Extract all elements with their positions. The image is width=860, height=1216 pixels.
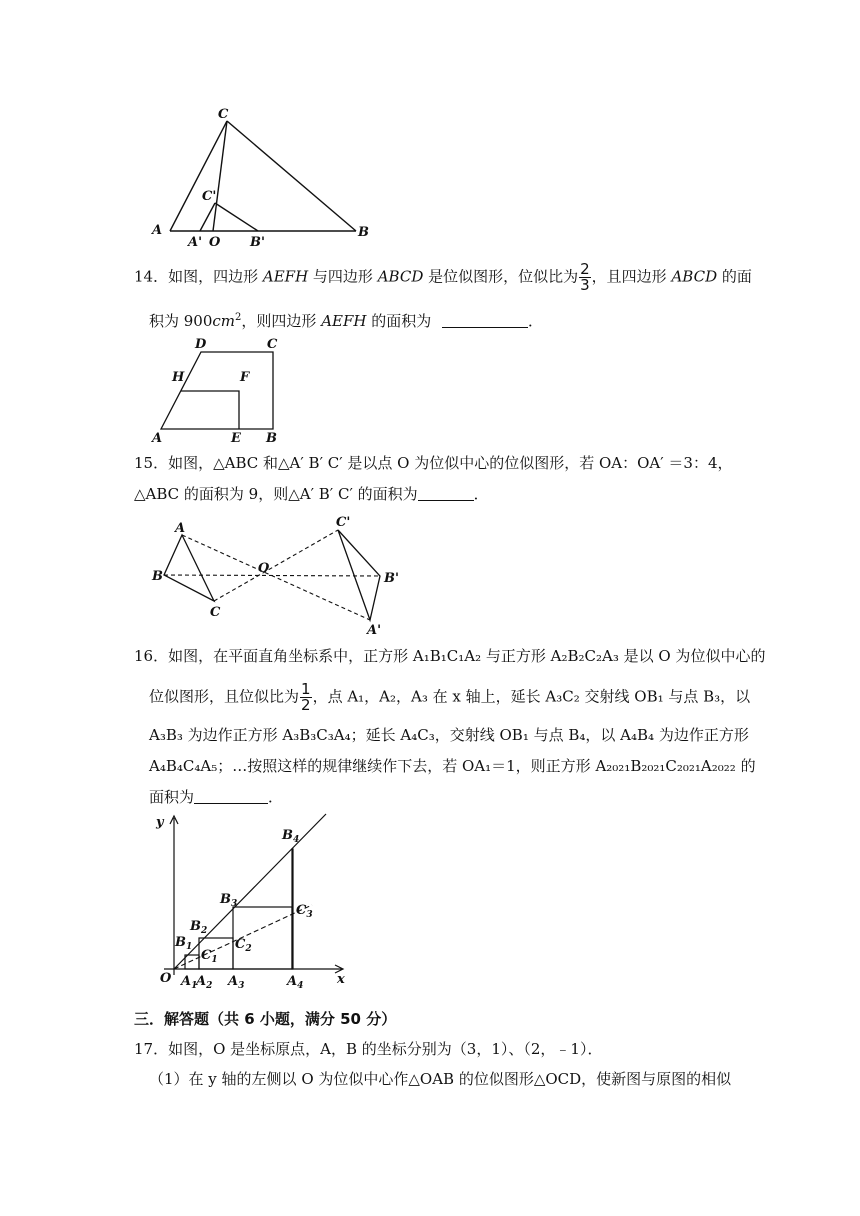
segment-apcp [200,203,215,231]
label-b: B [266,431,277,446]
label-a2: $A_2$ [196,974,213,991]
label-c3: $C_3$ [296,903,313,920]
label-a3: $A_3$ [228,974,245,991]
label-b2: $B_2$ [190,919,208,936]
label-cprime: C' [336,515,351,530]
label-b1: $B_1$ [175,935,193,952]
q16-line5: 面积为 ． [149,788,284,806]
label-x: x [337,972,345,987]
square-4-edge [292,849,293,969]
q14-line1: 14．如图，四边形 AEFH 与四边形 ABCD 是位似图形，位似比为 $\frac{2}{3}$ ，且四边形 ABCD 的面 [134,260,752,294]
q16-line2: 位似图形，且位似比为 $\frac{1}{2}$ ，点 A₁，A₂，A₃ 在 x 轴上，延长 A₃C₂ 交射线 OB₁ 与点 B₃，以 [149,680,751,714]
segment-ac [170,121,227,231]
figure-quadrilaterals [145,336,285,446]
label-b: B [152,569,163,584]
q16-line4: A₄B₄C₄A₅；…按照这样的规律继续作下去，若 OA₁＝1，则正方形 A₂₀₂₁B₂₀₂₁C₂₀₂₁A₂₀₂₂ 的 [149,757,756,775]
label-c: C [267,337,278,352]
label-e: E [231,431,241,446]
q16-ratio-fraction: $\frac{1}{2}$ [301,680,311,714]
segment-cb [227,121,356,231]
label-b4: $B_4$ [282,828,300,845]
label-b: B [358,225,369,240]
triangle-abc [164,535,214,601]
label-a: A [152,223,163,238]
label-y: y [156,815,164,830]
q15-line2: △ABC 的面积为 9，则△A′ B′ C′ 的面积为 ． [134,485,489,503]
label-bprime: B' [250,235,265,250]
label-a: A [152,431,163,446]
figure-homothetic-triangles [148,510,408,638]
q16-answer-blank[interactable] [194,789,268,804]
label-bprime: B' [384,571,399,586]
q16-line3: A₃B₃ 为边作正方形 A₃B₃C₃A₄；延长 A₄C₃，交射线 OB₁ 与点 B₄，以 A₄B₄ 为边作正方形 [149,726,749,744]
label-h: H [172,370,185,385]
q16-line1: 16．如图，在平面直角坐标系中，正方形 A₁B₁C₁A₂ 与正方形 A₂B₂C₂A₃ 是以 O 为位似中心的 [134,647,766,665]
label-aprime: A' [188,235,203,250]
label-c2: $C_2$ [235,937,252,954]
label-b3: $B_3$ [220,892,238,909]
square-1 [185,955,199,969]
label-o: O [160,971,172,986]
triangle-apbpcp [338,530,380,620]
q15-answer-blank[interactable] [418,486,474,501]
label-cprime: C' [202,189,217,204]
q14-ratio-fraction: $\frac{2}{3}$ [580,260,590,294]
label-o: O [209,235,221,250]
label-d: D [195,337,207,352]
label-aprime: A' [367,623,382,638]
label-a: A [175,521,186,536]
segment-cpbp [215,203,258,231]
q17-line1: 17．如图，O 是坐标原点，A，B 的坐标分别为（3，1）、（2，﹣1）． [134,1040,603,1058]
dashed-bb [164,575,380,576]
label-a1: $A_1$ [181,974,198,991]
dashed-cc [214,530,338,601]
label-o: O [258,561,270,576]
label-c: C [218,107,229,122]
section-title: 三．解答题（共 6 小题，满分 50 分） [134,1010,397,1028]
q14-answer-blank[interactable] [442,313,528,328]
figure-coordinate-squares [150,812,355,992]
label-c: C [210,605,221,620]
label-f: F [240,370,250,385]
q14-line2: 积为 $900cm^2$，则四边形 AEFH 的面积为 ． [149,312,544,330]
q17-sub1: （1）在 y 轴的左侧以 O 为位似中心作△OAB 的位似图形△OCD，使新图与原图的相似 [149,1070,732,1088]
q15-line1: 15．如图，△ABC 和△A′ B′ C′ 是以点 O 为位似中心的位似图形，若 OA：OA′ ＝3：4， [134,454,733,472]
segment-co [213,121,227,231]
figure-triangle-abc [150,100,380,250]
label-a4: $A_4$ [287,974,304,991]
quad-aefh [181,391,239,429]
label-c1: $C_1$ [201,948,218,965]
